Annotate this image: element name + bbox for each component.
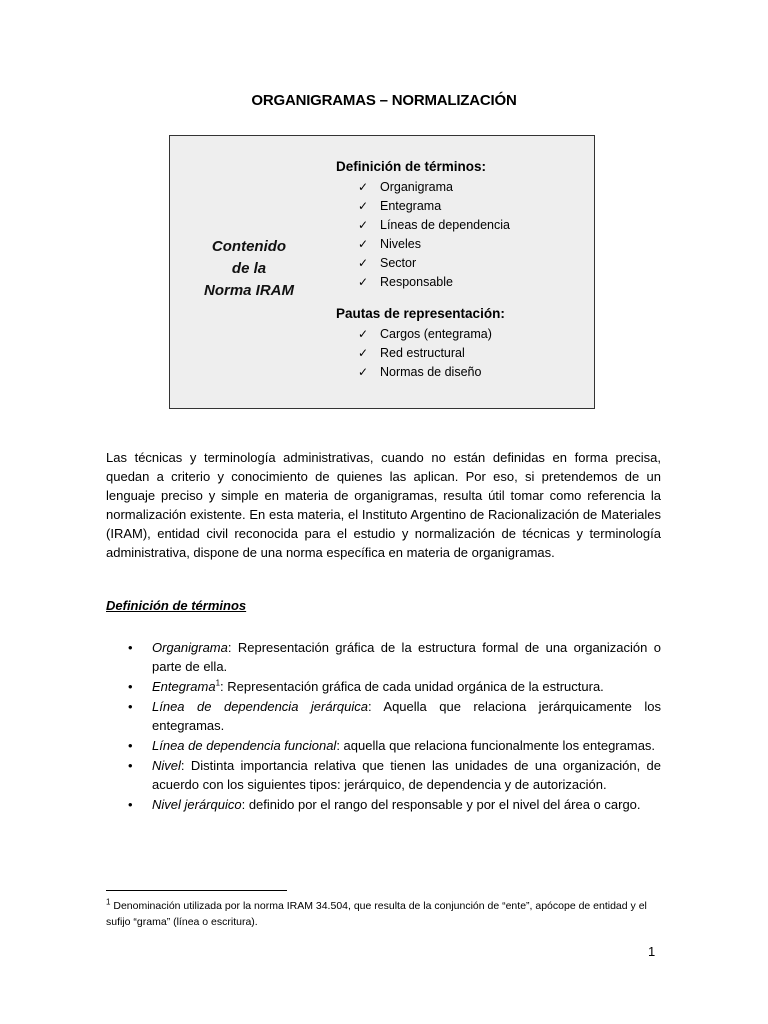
check-list-item — [358, 344, 586, 363]
definition-item — [106, 756, 661, 794]
check-list-item — [358, 325, 586, 344]
bullet-icon: • — [128, 699, 133, 714]
definition-text: : Distinta importancia relativa que tienen las unidades de una organización, de acuerdo con los siguientes tipos: jerárquico, de dependencia y de autorización. — [152, 758, 661, 792]
footnote — [106, 898, 661, 930]
page-title: ORGANIGRAMAS – NORMALIZACIÓN — [251, 92, 517, 109]
definition-term: Entegrama — [152, 679, 216, 694]
check-list-label: Organigrama — [380, 180, 453, 194]
definitions-heading: Definición de términos — [106, 598, 247, 613]
definition-item — [106, 795, 661, 814]
bullet-icon: • — [128, 640, 133, 655]
checkmark-icon: ✓ — [358, 327, 369, 341]
definition-item — [106, 736, 661, 755]
definition-text: : Representación gráfica de la estructura formal de una organización o parte de ella. — [152, 640, 661, 674]
box-section-heading: Pautas de representación: — [336, 306, 505, 321]
box-caption — [170, 236, 328, 302]
box-section — [336, 158, 586, 292]
box-caption-line: de la — [231, 260, 267, 277]
bullet-icon: • — [128, 797, 133, 812]
checkmark-icon: ✓ — [358, 256, 369, 270]
check-list-item — [358, 254, 586, 273]
box-sections — [336, 158, 586, 382]
check-list-item — [358, 197, 586, 216]
checkmark-icon: ✓ — [358, 275, 369, 289]
box-section — [336, 305, 586, 382]
checkmark-icon: ✓ — [358, 237, 369, 251]
definitions-list — [106, 638, 661, 815]
footnote-marker: 1 — [106, 897, 111, 907]
box-caption-line: Contenido — [211, 238, 287, 255]
bullet-icon: • — [128, 758, 133, 773]
check-list-label: Líneas de dependencia — [380, 218, 510, 232]
check-list-label: Normas de diseño — [380, 365, 482, 379]
checkmark-icon: ✓ — [358, 365, 369, 379]
definition-term: Nivel — [152, 758, 181, 773]
check-list-item — [358, 216, 586, 235]
definition-term: Organigrama — [152, 640, 228, 655]
checkmark-icon: ✓ — [358, 346, 369, 360]
footnote-divider — [106, 890, 287, 891]
check-list-item — [358, 273, 586, 292]
definition-item — [106, 677, 661, 696]
footnote-text: Denominación utilizada por la norma IRAM 34.504, que resulta de la conjunción de “ente”, apócope de entidad y el sufijo “grama” (línea o escritura). — [106, 900, 647, 928]
page-number: 1 — [648, 944, 656, 959]
definition-term: Línea de dependencia funcional — [152, 738, 337, 753]
box-section-heading: Definición de términos: — [336, 159, 487, 174]
definition-item — [106, 638, 661, 676]
checkmark-icon: ✓ — [358, 218, 369, 232]
definition-text: : aquella que relaciona funcionalmente los entegramas. — [336, 738, 656, 753]
definition-text: : definido por el rango del responsable y por el nivel del área o cargo. — [241, 797, 641, 812]
bullet-icon: • — [128, 679, 133, 694]
box-caption-line: Norma IRAM — [203, 282, 294, 299]
summary-box — [169, 135, 595, 409]
definition-text: : Representación gráfica de cada unidad orgánica de la estructura. — [220, 679, 604, 694]
definition-text: : Aquella que relaciona jerárquicamente los entegramas. — [152, 699, 661, 733]
checkmark-icon: ✓ — [358, 180, 369, 194]
definition-item — [106, 697, 661, 735]
check-list-label: Cargos (entegrama) — [380, 327, 492, 341]
check-list-item — [358, 235, 586, 254]
check-list — [336, 178, 586, 292]
bullet-icon: • — [128, 738, 133, 753]
check-list-label: Red estructural — [380, 346, 465, 360]
intro-paragraph: Las técnicas y terminología administrativas, cuando no están definidas en forma precisa, quedan a criterio y conocimiento de quienes las aplican. Por eso, si pretendemos de un lenguaje preciso y simple en materia de organigramas, resulta útil tomar como referencia la normalización existente. En esta materia, el Instituto Argentino de Racionalización de Materiales (IRAM), entidad civil reconocida para el estudio y normalización de técnicas y terminología administrativa, dispone de una norma específica en materia de organigramas. — [106, 450, 661, 560]
definition-term: Nivel jerárquico — [152, 797, 242, 812]
check-list-label: Entegrama — [380, 199, 442, 213]
check-list-label: Niveles — [380, 237, 421, 251]
checkmark-icon: ✓ — [358, 199, 369, 213]
check-list-item — [358, 178, 586, 197]
check-list-item — [358, 363, 586, 382]
definition-term: Línea de dependencia jerárquica — [152, 699, 369, 714]
check-list-label: Responsable — [380, 275, 453, 289]
check-list — [336, 325, 586, 382]
check-list-label: Sector — [380, 256, 417, 270]
footnote-ref: 1 — [215, 678, 221, 688]
